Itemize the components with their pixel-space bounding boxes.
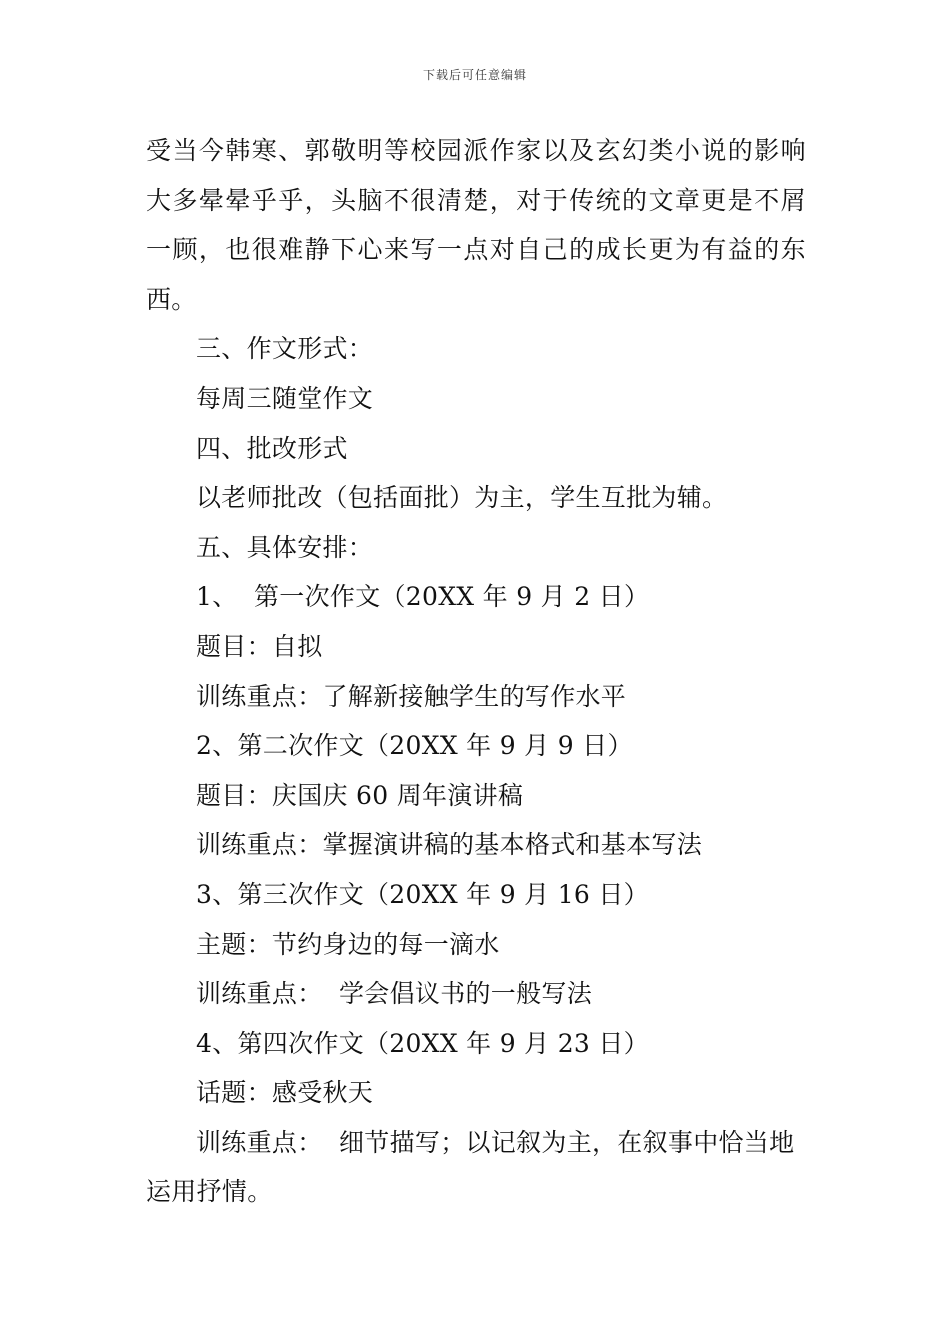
list-item-detail: 题目：庆国庆 60 周年演讲稿 (196, 780, 524, 810)
list-item-detail: 训练重点： 细节描写；以记叙为主，在叙事中恰当地 (196, 1127, 795, 1157)
paragraph-line: 西。 (146, 284, 197, 314)
list-item-detail: 训练重点： 学会倡议书的一般写法 (196, 979, 592, 1009)
paragraph-line: 一顾，也很难静下心来写一点对自己的成长更为有益的东 (146, 235, 806, 265)
list-item-heading: 3、第三次作文（20XX 年 9 月 16 日） (196, 879, 649, 909)
list-item-detail: 话题：感受秋天 (196, 1078, 374, 1108)
list-item-heading: 1、 第一次作文（20XX 年 9 月 2 日） (196, 582, 650, 612)
list-item-detail: 主题：节约身边的每一滴水 (196, 929, 500, 959)
page-header: 下载后可任意编辑 (422, 68, 527, 82)
list-item-detail: 训练重点：掌握演讲稿的基本格式和基本写法 (196, 830, 703, 860)
document-body (146, 126, 806, 1217)
paragraph-line: 每周三随堂作文 (196, 383, 374, 413)
paragraph-line: 受当今韩寒、郭敬明等校园派作家以及玄幻类小说的影响 (146, 136, 806, 165)
section-heading: 四、批改形式 (196, 433, 348, 463)
section-heading: 三、作文形式： (196, 334, 374, 364)
list-item-heading: 4、第四次作文（20XX 年 9 月 23 日） (196, 1028, 649, 1058)
paragraph-line: 大多晕晕乎乎，头脑不很清楚，对于传统的文章更是不屑 (146, 185, 806, 215)
list-item-detail: 训练重点：了解新接触学生的写作水平 (196, 681, 627, 711)
section-heading: 五、具体安排： (196, 532, 374, 562)
paragraph-line: 以老师批改（包括面批）为主，学生互批为辅。 (196, 483, 728, 513)
list-item-heading: 2、第二次作文（20XX 年 9 月 9 日） (196, 731, 633, 761)
paragraph-line: 运用抒情。 (146, 1177, 273, 1207)
list-item-detail: 题目：自拟 (196, 631, 323, 661)
